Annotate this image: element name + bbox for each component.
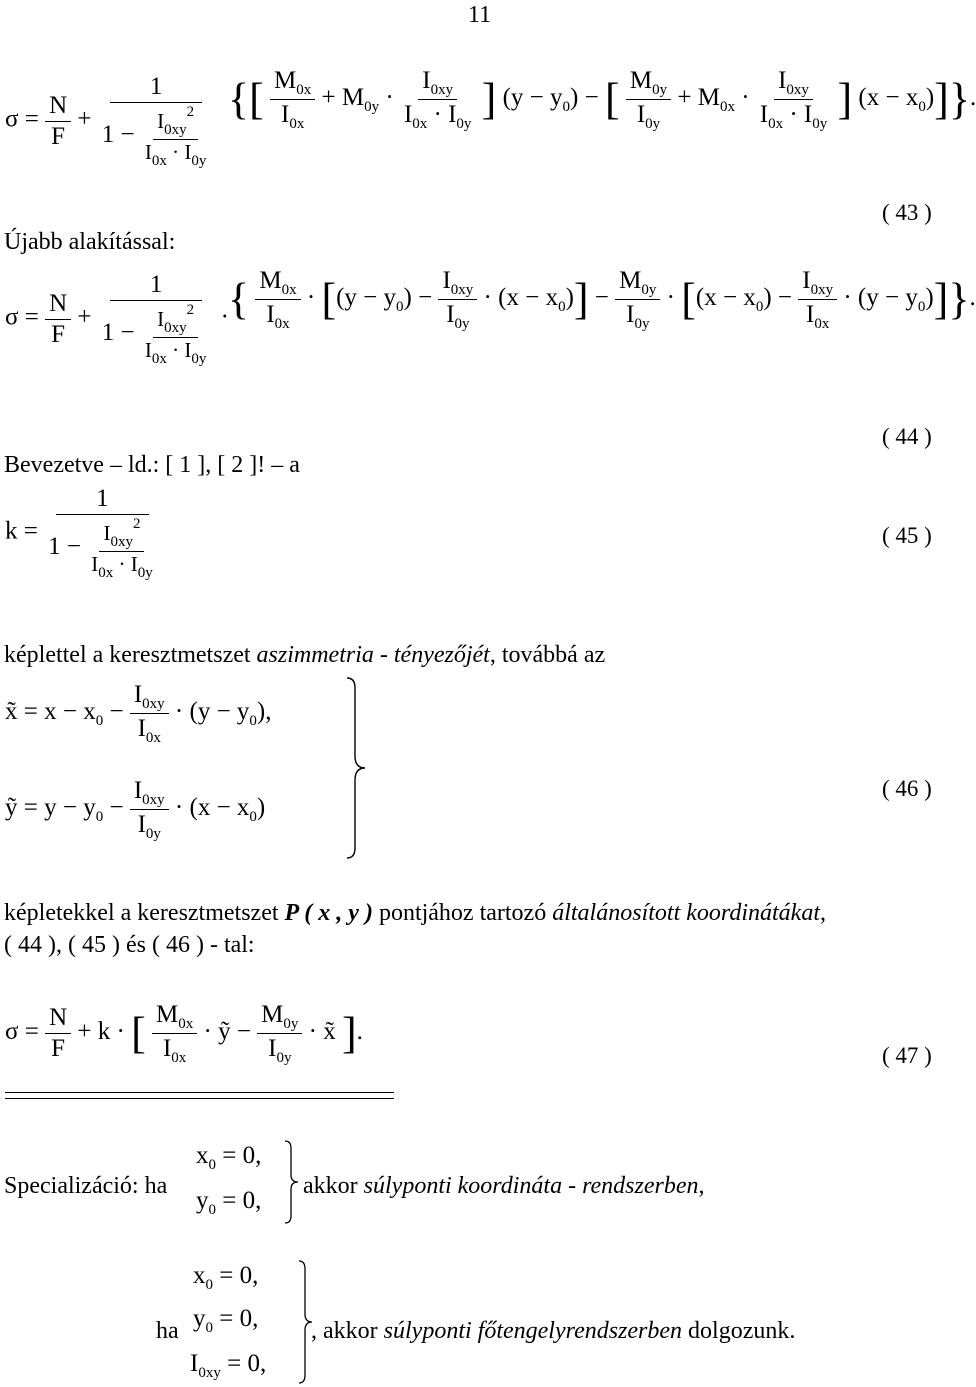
fraction-k-factor: 1 1 − $\frac{I_{0xy}^2}{I_{0x} \cdot I_{0y}}$ — [101, 73, 207, 169]
sigma-symbol: σ — [5, 105, 19, 133]
equation-46-y-tilde: ỹ = $y - y_0$ − $\frac{I_{0xy}}{I_{0y}}$ · $(x - x_0)$ — [5, 777, 266, 842]
equation-number-43: ( 43 ) — [882, 200, 932, 225]
equation-44-bracket-body: { $\frac{M_{0x}}{I_{0x}}$ · [$(y - y_0)$ − $\frac{I_{0xy}}{I_{0y}}$ · $(x - x_0)$] − $\frac{M_{0y}}{I_{0y}}$ · [$(x - x_0)$ − $\frac{I_{0xy}}{I_{0x}}$ · $(y - y_0)$]}. — [228, 267, 976, 332]
equation-44: σ = $\frac{N}{F}$ + 1 1 − $\frac{I_{0xy}^2}{I_{0x} \cdot I_{0y}}$ · — [5, 271, 229, 367]
spec-x0-zero: $x_0 = 0$, — [196, 1142, 262, 1173]
equation-number-46: ( 46 ) — [882, 776, 932, 801]
text-ha-akkor: , akkor súlyponti főtengelyrendszerben dolgozunk. — [311, 1318, 796, 1344]
equation-43-line1: σ = $\frac{N}{F}$ + 1 1 − $\frac{I_{0xy}^2}{I_{0x} \cdot I_{0y}}$ — [5, 72, 214, 170]
spec-y0-zero: $y_0 = 0$, — [196, 1187, 262, 1218]
page-number: 11 — [468, 2, 492, 28]
ha-i0xy-zero: $I_{0xy} = 0$, — [190, 1350, 267, 1381]
text-bevezetve: Bevezetve – ld.: [ 1 ], [ 2 ]! – a — [4, 452, 300, 478]
ha-x0-zero: $x_0 = 0$, — [193, 1262, 259, 1293]
ha-y0-zero: $y_0 = 0$, — [193, 1305, 259, 1336]
equation-47: σ = $\frac{N}{F}$ + k · [ $\frac{M_{0x}}{I_{0x}}$ · ỹ − $\frac{M_{0y}}{I_{0y}}$ · x̃ ]. — [5, 1001, 363, 1066]
equation-46-x-tilde: x̃ = $x - x_0$ − $\frac{I_{0xy}}{I_{0x}}$ · $(y - y_0)$, — [5, 681, 272, 746]
curly-brace-46 — [345, 676, 369, 860]
text-keplettel: képlettel a keresztmetszet aszimmetria - tényezőjét, továbbá az — [4, 642, 606, 668]
double-underline-bottom — [5, 1098, 394, 1099]
text-hivatkozas: ( 44 ), ( 45 ) és ( 46 ) - tal: — [4, 932, 255, 958]
fraction-n-f: $\frac{N}{F}$ — [45, 91, 71, 152]
text-ujabb: Újabb alakítással: — [4, 229, 176, 255]
k-symbol: k — [5, 517, 18, 545]
equation-number-44: ( 44 ) — [882, 424, 932, 449]
equation-number-45: ( 45 ) — [882, 523, 932, 548]
text-spec-akkor: akkor súlyponti koordináta - rendszerben, — [303, 1173, 705, 1199]
text-ha: ha — [156, 1318, 179, 1344]
equation-number-47: ( 47 ) — [882, 1043, 932, 1068]
equation-43-bracket-body: {[ $\frac{M_{0x}}{I_{0x}}$ + $M_{0y}$ · $\frac{I_{0xy}}{I_{0x} \cdot I_{0y}}$ ] $(y - y_0)$ − [ $\frac{M_{0y}}{I_{0y}}$ + $M_{0x}$ · $\frac{I_{0xy}}{I_{0x} \cdot I_{0y}}$ ] $(x - x_0)$]}. — [228, 67, 976, 132]
curly-brace-spec — [284, 1140, 300, 1224]
text-specializacio: Specializáció: ha — [4, 1173, 168, 1199]
equation-45: k = 1 1 − $\frac{I_{0xy}^2}{I_{0x} \cdot I_{0y}}$ — [5, 485, 153, 581]
double-underline-top — [5, 1092, 394, 1093]
text-kepletekkel: képletekkel a keresztmetszet P ( x , y ) pontjához tartozó általánosított koordinátákat, — [4, 900, 826, 926]
